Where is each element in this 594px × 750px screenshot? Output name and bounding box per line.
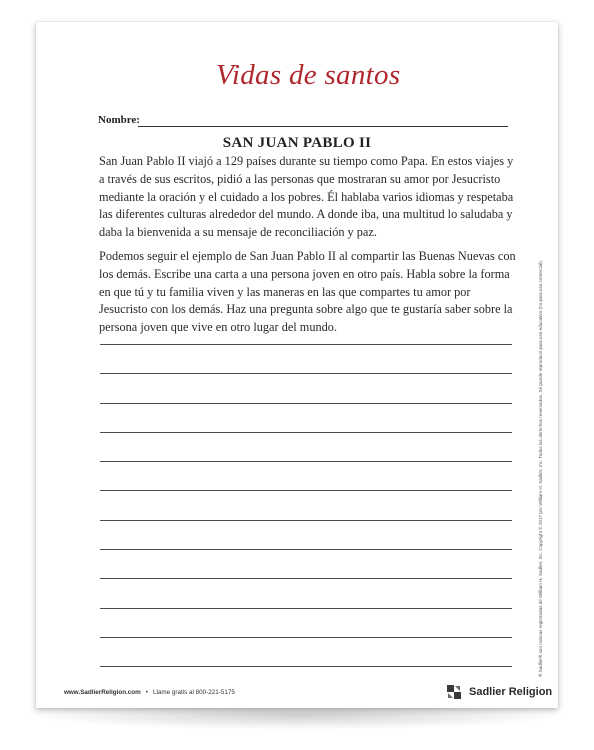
brand-name: Sadlier Religion bbox=[469, 686, 553, 698]
footer-contact bbox=[64, 689, 235, 696]
writing-line bbox=[100, 520, 512, 521]
writing-line bbox=[100, 461, 512, 462]
writing-lines bbox=[100, 344, 512, 696]
name-field-row bbox=[98, 111, 508, 129]
biography-paragraph: San Juan Pablo II viajó a 129 países durante su tiempo como Papa. En estos viajes y a través de sus escritos, pidió a las personas que mostraran su amor por Jesucristo mediante la oración y el cuidado a los pobres. Él hablaba varios idiomas y respetaba las diferentes culturas alrededor del mundo. A donde iba, una multitud lo saludaba y daba la bienvenida a su mensaje de reconciliación y paz. bbox=[99, 154, 514, 240]
name-line bbox=[138, 126, 508, 127]
saint-heading: SAN JUAN PABLO II bbox=[222, 135, 372, 151]
name-label: Nombre: bbox=[98, 114, 140, 126]
writing-line bbox=[100, 403, 512, 404]
footer-website: www.SadlierReligion.com bbox=[64, 689, 141, 696]
writing-line bbox=[100, 373, 512, 374]
footer-phone: Llame gratis al 800-221-5175 bbox=[152, 689, 235, 696]
activity-instructions: Podemos seguir el ejemplo de San Juan Pablo II al compartir las Buenas Nuevas con los demás. Escribe una carta a una persona joven en otro país. Habla sobre la forma en que tú y tu familia viven y las maneras en las que compartes tu amor por Jesucristo con los demás. Haz una pregunta sobre algo que te gustaría saber sobre la persona joven que vive en otro lugar del mundo. bbox=[99, 249, 516, 335]
copyright-notice: ® Sadlier® son marcas registradas de William H. Sadlier, Inc. Copyright © 2017 por William H. Sadlier, Inc. Todos los derechos reservados. Se puede reproducir para uso educativo (no para uso comercial). bbox=[538, 259, 543, 677]
sadlier-logo-icon bbox=[444, 682, 464, 702]
writing-line bbox=[100, 608, 512, 609]
writing-line bbox=[100, 666, 512, 667]
footer-separator: • bbox=[145, 689, 148, 696]
writing-line bbox=[100, 549, 512, 550]
writing-line bbox=[100, 432, 512, 433]
writing-line bbox=[100, 637, 512, 638]
writing-line bbox=[100, 490, 512, 491]
worksheet-title: Vidas de santos bbox=[216, 59, 401, 91]
worksheet-page bbox=[36, 22, 558, 708]
sadlier-logo bbox=[444, 681, 552, 703]
writing-line bbox=[100, 578, 512, 579]
writing-line bbox=[100, 344, 512, 345]
